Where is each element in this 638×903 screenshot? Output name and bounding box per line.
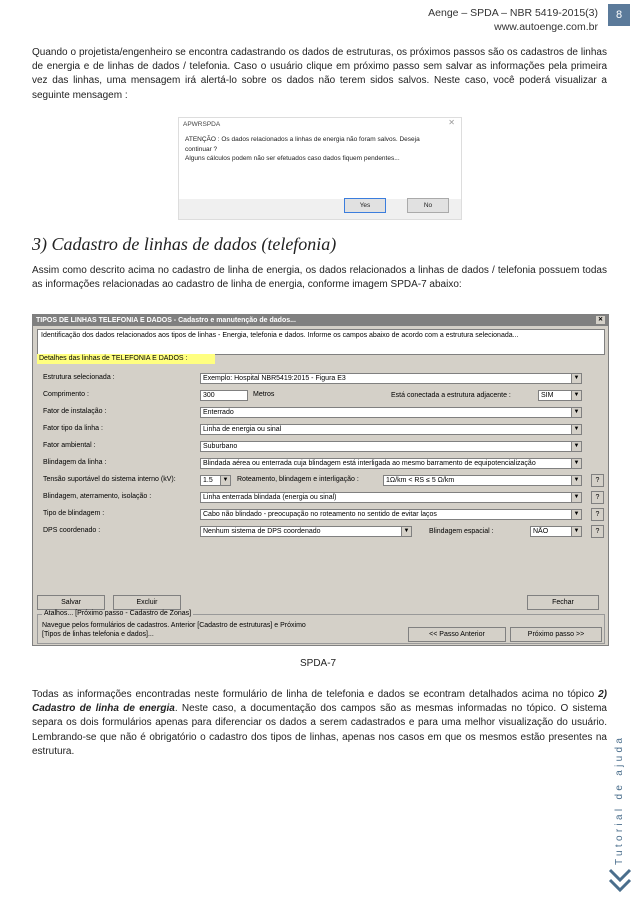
- save-button[interactable]: Salvar: [37, 595, 105, 610]
- section-heading: 3) Cadastro de linhas de dados (telefonia): [32, 234, 337, 254]
- topic-reference: 2) Cadastro de linha de energia: [32, 689, 607, 715]
- unit-label: Metros: [253, 391, 275, 398]
- double-chevron-down-icon: [608, 866, 632, 896]
- next-step-button[interactable]: Próximo passo >>: [510, 627, 602, 642]
- estrutura-select[interactable]: [200, 373, 582, 384]
- close-icon[interactable]: ✕: [448, 118, 455, 127]
- tensao-select[interactable]: [200, 475, 231, 486]
- instalacao-select[interactable]: [200, 407, 582, 418]
- dialog-message: [179, 131, 461, 199]
- label-dps: DPS coordenado :: [43, 527, 101, 534]
- close-icon[interactable]: ✕: [597, 317, 604, 323]
- tipoblind-value: Cabo não blindado - preocupação no roteamento no sentido de evitar laços: [203, 511, 437, 518]
- tipoblind-select[interactable]: [200, 509, 582, 520]
- label-tipo: Fator tipo da linha :: [43, 425, 103, 432]
- alert-dialog: [178, 117, 462, 220]
- dialog-line: ATENÇÃO : Os dados relacionados a linhas de energia não foram salvos. Deseja: [185, 136, 420, 143]
- label-estrutura: Estrutura selecionada :: [43, 374, 115, 381]
- dialog-line: Alguns cálculos podem não ser efetuados caso dados fiquem pendentes...: [185, 155, 400, 162]
- chevron-down-icon: ▼: [571, 442, 581, 451]
- chevron-down-icon: ▼: [571, 459, 581, 468]
- chevron-down-icon: ▼: [571, 408, 581, 417]
- instalacao-value: Enterrado: [203, 409, 234, 416]
- intro-paragraph: Quando o projetista/engenheiro se encontra cadastrando os dados de estruturas, os próximos passos são os cadastros de linhas de energia e de linhas de dados / telefonia. Caso o usuário clique em próximo passo sem salvar as informações pela primeira vez das linhas, uma mensagem irá alertá-lo sobre os dados não terem sidos salvos. Neste caso, você poderá visualizar a seguinte mensagem :: [32, 47, 607, 101]
- section-paragraph: Assim como descrito acima no cadastro de linha de energia, os dados relacionados a linhas de dados / telefonia possuem todas as informações relacionadas ao cadastro de linha de energia, conforme imagem SPDA-7 abaixo:: [32, 265, 607, 291]
- dps-value: Nenhum sistema de DPS coordenado: [203, 528, 321, 535]
- form-title: [33, 315, 608, 326]
- aterramento-value: Linha enterrada blindada (energia ou sinal): [203, 494, 337, 501]
- chevron-down-icon: ▼: [571, 493, 581, 502]
- tipo-value: Linha de energia ou sinal: [203, 426, 282, 433]
- closing-paragraph: [32, 688, 607, 759]
- chevron-down-icon: ▼: [220, 476, 230, 485]
- header-url: www.autoenge.com.br: [494, 21, 598, 33]
- lines-form-window: [32, 314, 609, 646]
- estrutura-value: Exemplo: Hospital NBR5419:2015 - Figura E3: [203, 375, 346, 382]
- conectada-select[interactable]: [538, 390, 582, 401]
- shortcuts-label: Atalhos... [Próximo passo - Cadastro de Zonas]: [44, 610, 192, 617]
- shortcuts-group: [37, 610, 605, 644]
- form-description: Identificação dos dados relacionados aos tipos de linhas - Energia, telefonia e dados. Informe os campos abaixo de acordo com a estrutura selecionada...: [37, 329, 605, 355]
- chevron-down-icon: ▼: [571, 527, 581, 536]
- help-button[interactable]: ?: [591, 525, 604, 538]
- label-tipoblind: Tipo de blindagem :: [43, 510, 105, 517]
- espacial-select[interactable]: [530, 526, 582, 537]
- help-button[interactable]: ?: [591, 491, 604, 504]
- label-roteamento: Roteamento, blindagem e interligação :: [237, 476, 359, 483]
- text-segment: . Neste caso, a documentação dos campos são as mesmas informadas no tópico. O sistema separa os dois formulários apenas para diferenciar os dados a serem cadastrados e para uma melhor visualização do usuário. Lembrando-se que não é obrigatório o cadastro dos tipos de linhas, apenas nos casos em que os mesmos estão presentes na estrutura.: [32, 703, 607, 757]
- yes-button[interactable]: Yes: [344, 198, 386, 213]
- blindagem-value: Blindada aérea ou enterrada cuja blindagem está interligada ao mesmo barramento de equipotencialização: [203, 460, 536, 467]
- page-number: 8: [608, 4, 630, 26]
- sidebar-text: Tutorial de ajuda: [614, 734, 625, 865]
- espacial-value: NÃO: [533, 528, 549, 535]
- chevron-down-icon: ▼: [571, 374, 581, 383]
- tipo-select[interactable]: [200, 424, 582, 435]
- previous-step-button[interactable]: << Passo Anterior: [408, 627, 506, 642]
- header-title: Aenge – SPDA – NBR 5419-2015(3): [428, 7, 598, 19]
- ambiental-select[interactable]: [200, 441, 582, 452]
- blindagem-select[interactable]: [200, 458, 582, 469]
- label-conectada: Está conectada a estrutura adjacente :: [391, 392, 511, 399]
- help-button[interactable]: ?: [591, 474, 604, 487]
- roteamento-select[interactable]: [383, 475, 582, 486]
- dialog-title: APWRSPDA: [179, 118, 461, 131]
- chevron-down-icon: ▼: [571, 476, 581, 485]
- label-aterramento: Blindagem, aterramento, isolação :: [43, 493, 152, 500]
- roteamento-value: 1Ω/km < RS ≤ 5 Ω/km: [386, 477, 455, 484]
- help-button[interactable]: ?: [591, 508, 604, 521]
- form-title-text: TIPOS DE LINHAS TELEFONIA E DADOS - Cadastro e manutenção de dados...: [36, 317, 296, 324]
- sidebar-label: [614, 700, 628, 865]
- label-tensao: Tensão suportável do sistema interno (kV):: [43, 476, 176, 483]
- chevron-down-icon: ▼: [401, 527, 411, 536]
- label-comprimento: Comprimento :: [43, 391, 89, 398]
- chevron-down-icon: ▼: [571, 391, 581, 400]
- dialog-line: continuar ?: [185, 145, 218, 153]
- section-label: Detalhes das linhas de TELEFONIA E DADOS :: [37, 354, 215, 364]
- label-instalacao: Fator de instalação :: [43, 408, 107, 415]
- chevron-down-icon: ▼: [571, 510, 581, 519]
- page-header: [428, 6, 598, 34]
- conectada-value: SIM: [541, 392, 554, 399]
- tensao-value: 1.5: [203, 477, 213, 484]
- close-button[interactable]: Fechar: [527, 595, 599, 610]
- figure-caption: SPDA-7: [300, 658, 337, 669]
- delete-button[interactable]: Excluir: [113, 595, 181, 610]
- label-ambiental: Fator ambiental :: [43, 442, 96, 449]
- shortcuts-text: Navegue pelos formulários de cadastros. Anterior [Cadastro de estruturas] e Próximo [Tipos de linhas telefonia e dados]...: [42, 622, 306, 638]
- text-segment: Todas as informações encontradas neste formulário de linha de telefonia e dados se econtram detalhados acima no tópico: [32, 689, 599, 700]
- ambiental-value: Suburbano: [203, 443, 238, 450]
- label-blindagem: Blindagem da linha :: [43, 459, 107, 466]
- dps-select[interactable]: [200, 526, 412, 537]
- no-button[interactable]: No: [407, 198, 449, 213]
- chevron-down-icon: ▼: [571, 425, 581, 434]
- label-espacial: Blindagem espacial :: [429, 528, 494, 535]
- aterramento-select[interactable]: [200, 492, 582, 503]
- comprimento-input[interactable]: 300: [200, 390, 248, 401]
